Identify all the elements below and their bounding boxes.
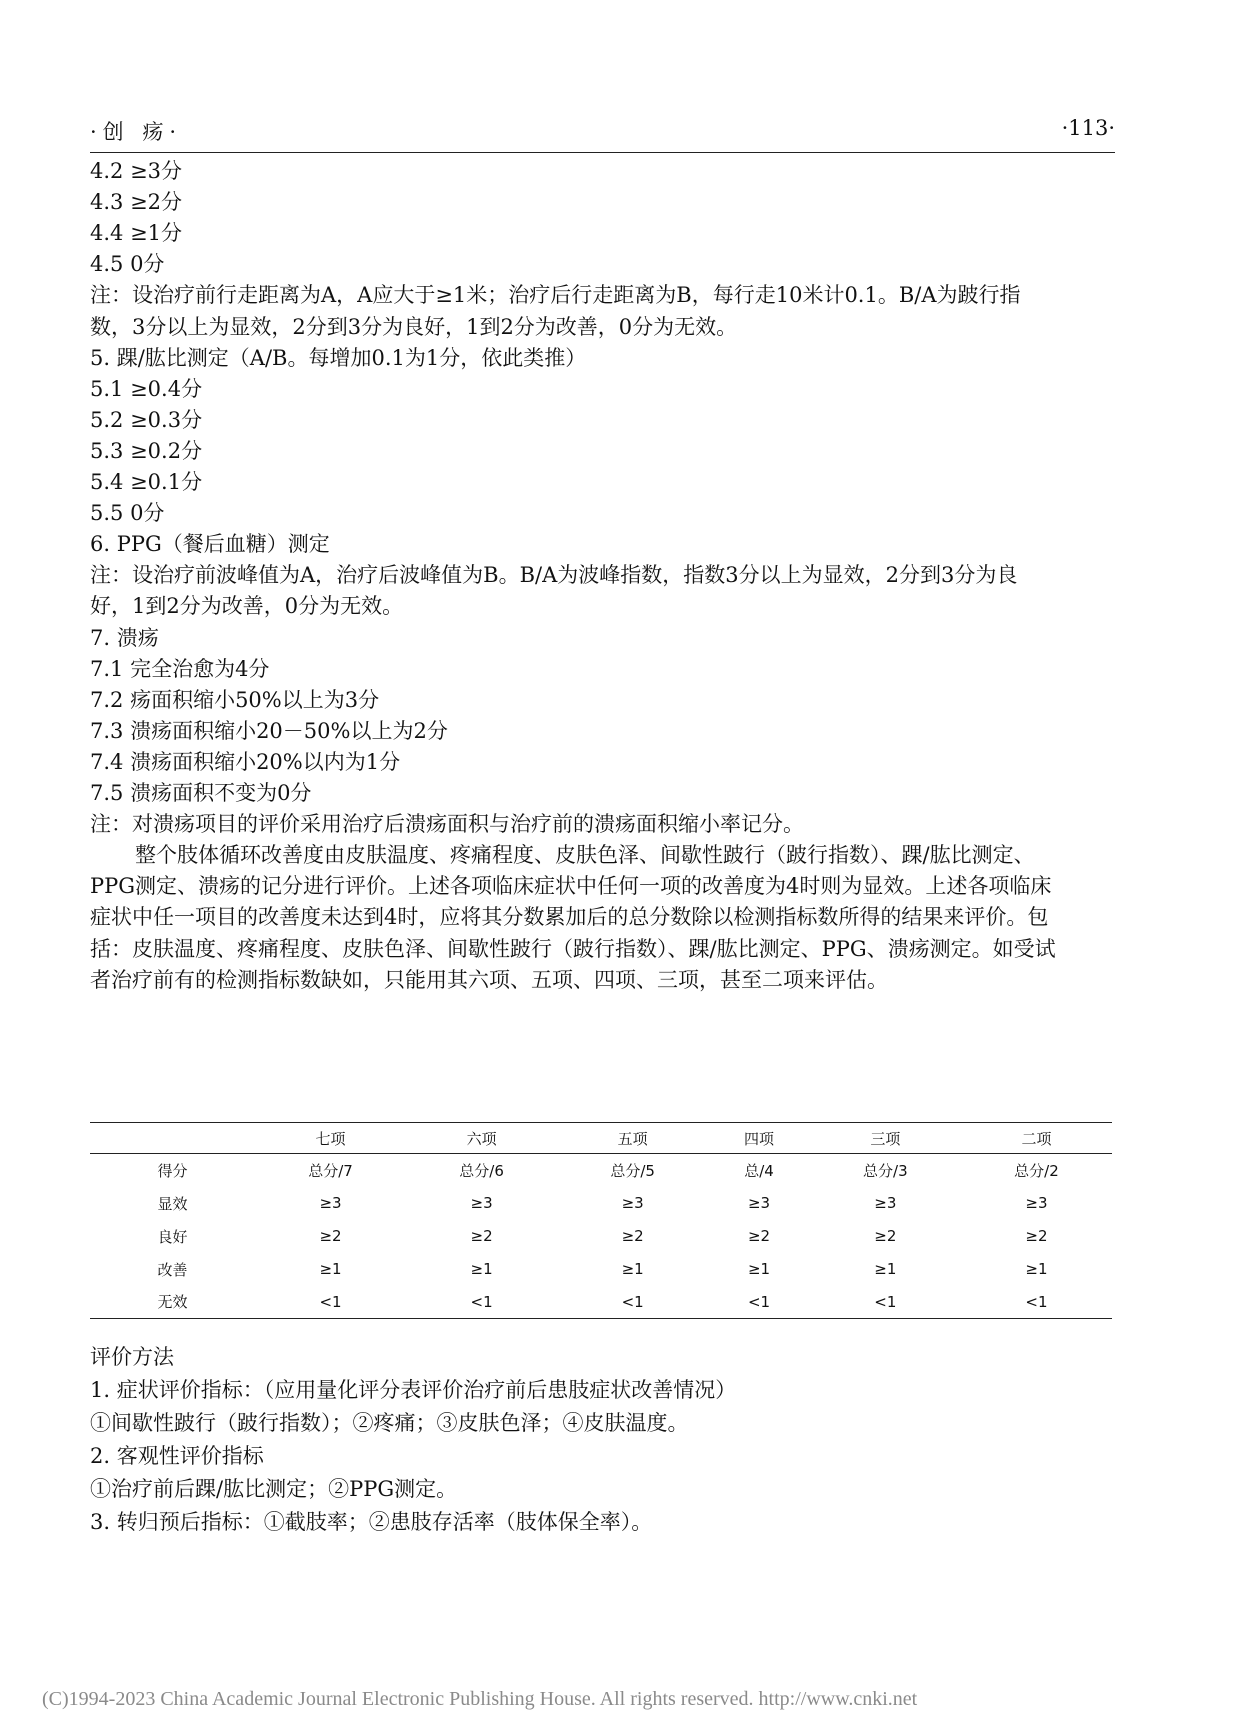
table-cell: 总分/7 <box>308 1161 353 1180</box>
text-line: 2. 客观性评价指标 <box>90 1444 264 1468</box>
table-cell: ≥2 <box>319 1227 342 1245</box>
text-line: 3. 转归预后指标：①截肢率；②患肢存活率（肢体保全率）。 <box>90 1510 653 1534</box>
table-cell: ≥2 <box>621 1227 644 1245</box>
score-table <box>90 1122 1112 1319</box>
table-row-label: 显效 <box>157 1194 188 1213</box>
text-line: PPG测定、溃疡的记分进行评价。上述各项临床症状中任何一项的改善度为4时则为显效。上述各项临床 <box>90 874 1052 899</box>
table-cell: 总/4 <box>744 1161 774 1180</box>
table-cell: <1 <box>557 1286 708 1319</box>
table-row <box>90 1286 1112 1319</box>
text-line: 5.4 ≥0.1分 <box>90 470 203 494</box>
text-line: 注：设治疗前波峰值为A，治疗后波峰值为B。B/A为波峰指数，指数3分以上为显效，2分到3分为良 <box>90 563 1018 588</box>
table-header-cell: 七项 <box>255 1123 406 1154</box>
table-cell: <1 <box>255 1286 406 1319</box>
text-line: ①治疗前后踝/肱比测定；②PPG测定。 <box>90 1477 458 1501</box>
text-line: 7.2 疡面积缩小50%以上为3分 <box>90 687 380 712</box>
table-cell: ≥1 <box>747 1260 771 1278</box>
table-cell: 总分/5 <box>610 1161 655 1180</box>
table-cell: ≥2 <box>747 1227 771 1245</box>
table-cell: <1 <box>406 1286 557 1319</box>
table-row-label: 得分 <box>157 1161 188 1180</box>
text-line: 者治疗前有的检测指标数缺如，只能用其六项、五项、四项、三项，甚至二项来评估。 <box>90 967 888 992</box>
table-cell: ≥1 <box>319 1260 342 1278</box>
table-cell: 总分/6 <box>459 1161 504 1180</box>
table-cell: ≥2 <box>1025 1227 1048 1245</box>
text-line: 7.1 完全治愈为4分 <box>90 656 270 681</box>
journal-section-title: ·创 疡· <box>90 120 183 144</box>
text-line: 7. 溃疡 <box>90 625 159 650</box>
text-line: 症状中任一项目的改善度未达到4时，应将其分数累加后的总分数除以检测指标数所得的结果来评价。包 <box>90 905 1049 930</box>
table-row-label: 良好 <box>157 1227 188 1246</box>
table-cell: ≥3 <box>621 1194 644 1212</box>
table-cell: ≥1 <box>874 1260 897 1278</box>
text-line: 5.1 ≥0.4分 <box>90 376 203 401</box>
table-header-row <box>90 1123 1112 1154</box>
table-header-cell: 五项 <box>557 1123 708 1154</box>
table-cell: ≥2 <box>874 1227 897 1245</box>
table-row <box>90 1187 1112 1220</box>
text-line: 4.5 0分 <box>90 252 165 277</box>
text-line: 整个肢体循环改善度由皮肤温度、疼痛程度、皮肤色泽、间歇性跛行（跛行指数）、踝/肱比测定、 <box>135 843 1035 868</box>
text-line: 数，3分以上为显效，2分到3分为良好，1到2分为改善，0分为无效。 <box>90 314 738 339</box>
text-line: 括：皮肤温度、疼痛程度、皮肤色泽、间歇性跛行（跛行指数）、踝/肱比测定、PPG、溃疡测定。如受试 <box>90 936 1056 961</box>
text-line: 5. 踝/肱比测定（A/B。每增加0.1为1分，依此类推） <box>90 345 587 370</box>
text-line: 5.5 0分 <box>90 501 165 526</box>
table-cell: ≥3 <box>470 1194 493 1212</box>
table-cell: ≥1 <box>470 1260 493 1278</box>
table-row-label: 无效 <box>90 1286 255 1319</box>
text-line: 注：对溃疡项目的评价采用治疗后溃疡面积与治疗前的溃疡面积缩小率记分。 <box>90 812 804 837</box>
text-line: ①间歇性跛行（跛行指数）；②疼痛；③皮肤色泽；④皮肤温度。 <box>90 1411 689 1435</box>
table-cell: ≥3 <box>874 1194 897 1212</box>
table-row <box>90 1253 1112 1286</box>
table-cell: ≥1 <box>1025 1260 1048 1278</box>
table-row <box>90 1154 1112 1187</box>
text-line: 1. 症状评价指标：（应用量化评分表评价治疗前后患肢症状改善情况） <box>90 1378 737 1402</box>
table-cell: ≥3 <box>319 1194 342 1212</box>
table-header-cell: 三项 <box>810 1123 961 1154</box>
table-header-cell: 二项 <box>961 1123 1112 1154</box>
table-header-cell: 四项 <box>708 1123 810 1154</box>
table-cell: ≥1 <box>621 1260 644 1278</box>
text-line: 4.4 ≥1分 <box>90 221 183 246</box>
header-rule <box>90 152 1115 153</box>
table-cell: <1 <box>708 1286 810 1319</box>
running-header <box>90 116 1115 152</box>
table-row-label: 改善 <box>157 1260 188 1279</box>
text-line: 5.2 ≥0.3分 <box>90 407 203 432</box>
table-header-cell: 六项 <box>406 1123 557 1154</box>
text-line: 7.5 溃疡面积不变为0分 <box>90 781 312 805</box>
text-line: 6. PPG（餐后血糖）测定 <box>90 532 330 557</box>
text-line: 4.2 ≥3分 <box>90 159 183 183</box>
table-cell: 总分/3 <box>863 1161 908 1180</box>
copyright-footer: (C)1994-2023 China Academic Journal Electronic Publishing House. All rights reserved. http://www.cnki.net <box>42 1688 918 1710</box>
table-cell: 总分/2 <box>1014 1161 1059 1180</box>
table-cell: <1 <box>810 1286 961 1319</box>
table-cell: ≥3 <box>747 1194 771 1212</box>
table-cell: ≥2 <box>470 1227 493 1245</box>
text-line: 7.3 溃疡面积缩小20－50%以上为2分 <box>90 718 448 743</box>
text-line: 4.3 ≥2分 <box>90 190 183 215</box>
text-line: 好，1到2分为改善，0分为无效。 <box>90 594 404 619</box>
table-cell: <1 <box>961 1286 1112 1319</box>
text-line: 评价方法 <box>90 1345 174 1369</box>
table-cell: ≥3 <box>1025 1194 1048 1212</box>
text-line: 注：设治疗前行走距离为A，A应大于≥1米；治疗后行走距离为B，每行走10米计0.1。B/A为跛行指 <box>90 283 1021 308</box>
table-header-cell <box>90 1123 255 1154</box>
page-number: ·113· <box>1061 116 1115 140</box>
text-line: 5.3 ≥0.2分 <box>90 438 203 463</box>
table-row <box>90 1220 1112 1253</box>
text-line: 7.4 溃疡面积缩小20%以内为1分 <box>90 749 401 774</box>
